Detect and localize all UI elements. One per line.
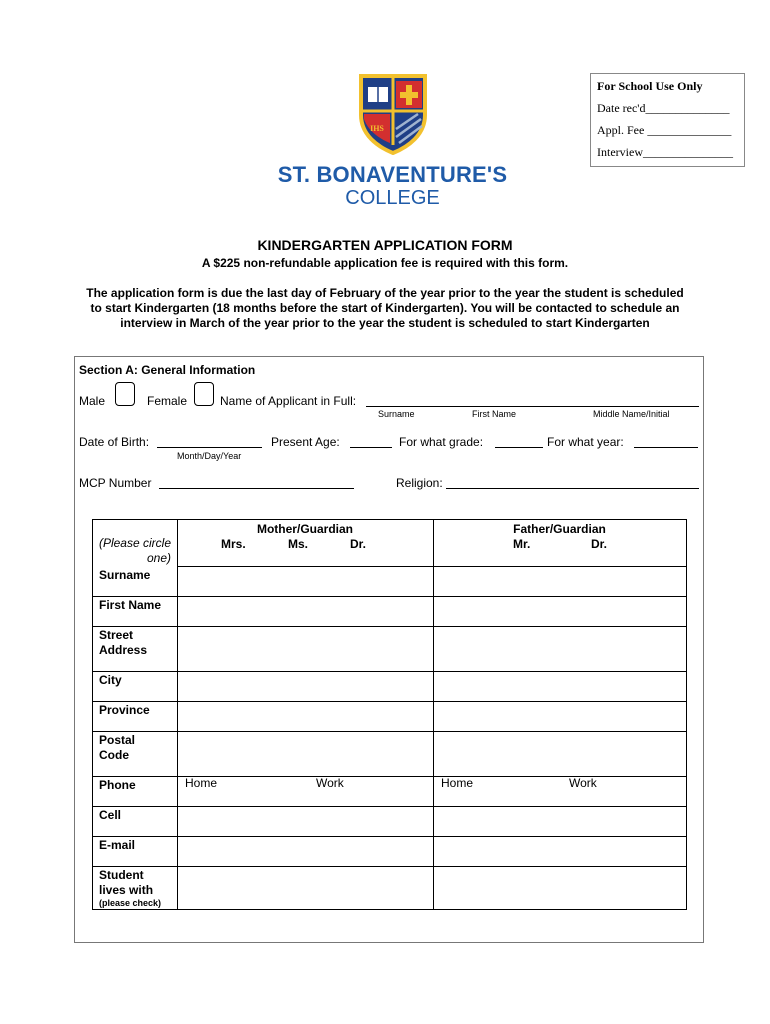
fee-note: A $225 non-refundable application fee is required with this form. — [201, 256, 569, 270]
religion-label: Religion: — [396, 476, 443, 490]
mother-title-ms[interactable]: Ms. — [288, 537, 309, 551]
dob-format-caption: Month/Day/Year — [177, 451, 242, 461]
crest-ihs-text: IHS — [370, 124, 384, 133]
please-circle-note: (Please circle one) — [98, 536, 171, 565]
religion-input[interactable] — [446, 488, 699, 489]
year-label: For what year: — [547, 435, 624, 449]
male-label: Male — [79, 394, 106, 408]
present-age-input[interactable] — [350, 447, 392, 448]
female-label: Female — [147, 394, 188, 408]
parent-guardian-table — [92, 519, 687, 910]
row-surname-label: Surname — [99, 568, 151, 582]
mcp-input[interactable] — [159, 488, 354, 489]
dob-input[interactable] — [157, 447, 262, 448]
row-first-name-label: First Name — [99, 598, 162, 612]
row-lives-with-label: Student lives with — [99, 868, 154, 897]
year-input[interactable] — [634, 447, 698, 448]
school-use-box — [590, 73, 745, 167]
row-cell-label: Cell — [99, 808, 122, 822]
father-title-mr[interactable]: Mr. — [513, 537, 531, 551]
school-use-title: For School Use Only — [597, 79, 703, 93]
school-name: ST. BONAVENTURE'S — [277, 162, 508, 187]
father-home-phone-label: Home — [441, 776, 474, 790]
mother-work-phone-label: Work — [316, 776, 344, 790]
mother-home-phone-label: Home — [185, 776, 218, 790]
grade-input[interactable] — [495, 447, 543, 448]
applicant-name-input[interactable] — [366, 406, 699, 407]
due-date-note: The application form is due the last day of February of the year prior to the year the student is scheduled to start Kindergarten (18 months before the start of Kindergarten). You will be contacted to schedule an interview in March of the year prior to the year the student is scheduled to start Kindergarten — [86, 286, 684, 330]
father-work-phone-label: Work — [569, 776, 597, 790]
first-name-caption: First Name — [472, 409, 517, 419]
mother-title-dr[interactable]: Dr. — [350, 537, 367, 551]
row-postal-label: Postal Code — [99, 733, 136, 762]
row-email-label: E-mail — [99, 838, 136, 852]
mother-heading: Mother/Guardian — [256, 522, 353, 536]
dob-label: Date of Birth: — [79, 435, 150, 449]
row-city-label: City — [99, 673, 122, 687]
female-checkbox[interactable] — [194, 382, 214, 406]
school-crest-logo — [358, 73, 428, 155]
surname-caption: Surname — [378, 409, 415, 419]
please-check-note: (please check) — [99, 898, 162, 908]
row-phone-label: Phone — [99, 778, 136, 792]
section-a-title: Section A: General Information — [79, 363, 256, 377]
form-title: KINDERGARTEN APPLICATION FORM — [257, 237, 513, 253]
application-fee-field[interactable]: Appl. Fee ______________ — [597, 123, 732, 137]
male-checkbox[interactable] — [115, 382, 135, 406]
grade-label: For what grade: — [399, 435, 484, 449]
father-title-dr[interactable]: Dr. — [591, 537, 608, 551]
applicant-name-label: Name of Applicant in Full: — [220, 394, 357, 408]
mother-title-mrs[interactable]: Mrs. — [221, 537, 246, 551]
row-street-label: Street Address — [99, 628, 148, 657]
school-college-label: COLLEGE — [345, 187, 440, 209]
row-province-label: Province — [99, 703, 150, 717]
date-received-field[interactable]: Date rec'd______________ — [597, 101, 730, 115]
interview-field[interactable]: Interview_______________ — [597, 145, 733, 159]
father-heading: Father/Guardian — [513, 522, 606, 536]
mcp-label: MCP Number — [79, 476, 152, 490]
middle-name-caption: Middle Name/Initial — [593, 409, 670, 419]
present-age-label: Present Age: — [271, 435, 340, 449]
